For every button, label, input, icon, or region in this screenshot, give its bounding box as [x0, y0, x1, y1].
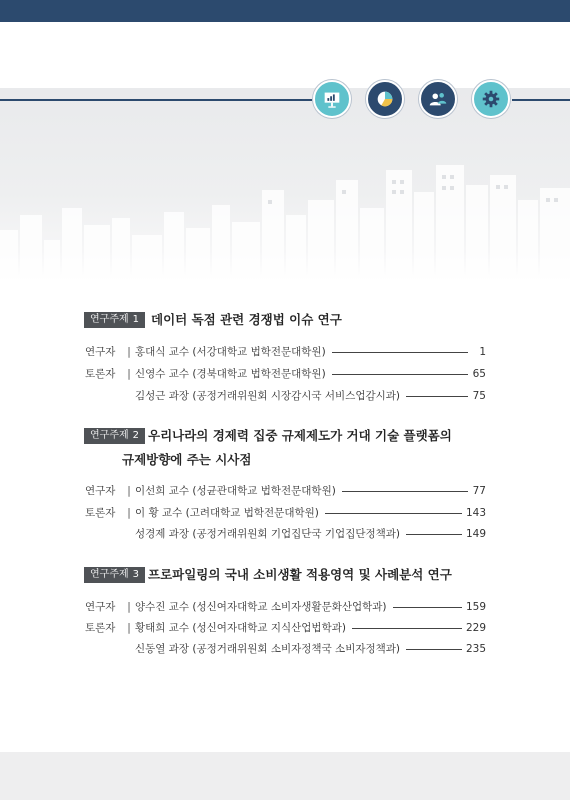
- page-number: 77: [472, 485, 486, 497]
- topic-title: 우리나라의 경제력 집중 규제제도가 거대 기술 플랫폼의: [148, 428, 452, 443]
- page-number: 1: [479, 346, 486, 358]
- page-number: 149: [465, 528, 486, 540]
- page-number: 65: [472, 368, 486, 380]
- topic-title-continued: 규제방향에 주는 시사점: [122, 452, 252, 467]
- toc-entry[interactable]: 김성근 과장 (공정거래위원회 시장감시국 서비스업감시과) 75: [135, 390, 486, 402]
- dot-leader: [342, 491, 468, 492]
- toc-entry[interactable]: 토론자 | 신영수 교수 (경북대학교 법학전문대학원) 65: [85, 368, 486, 380]
- dot-leader: [352, 628, 462, 629]
- dot-leader: [325, 513, 462, 514]
- toc-entry[interactable]: 토론자 | 황태희 교수 (성신여자대학교 지식산업법학과) 229: [85, 622, 486, 634]
- toc-entry[interactable]: 토론자 | 이 황 교수 (고려대학교 법학전문대학원) 143: [85, 507, 486, 519]
- topic-badge: 연구주제 2: [84, 428, 145, 444]
- topic-title: 데이터 독점 관련 경쟁법 이슈 연구: [151, 312, 342, 327]
- toc-entry[interactable]: 연구자 | 홍대식 교수 (서강대학교 법학전문대학원) 1: [85, 346, 486, 358]
- dot-leader: [393, 607, 462, 608]
- page-number: 235: [465, 643, 486, 655]
- dot-leader: [406, 649, 462, 650]
- page-number: 143: [465, 507, 486, 519]
- presentation-chart-icon: [313, 80, 351, 118]
- users-icon: [419, 80, 457, 118]
- topic-badge: 연구주제 3: [84, 567, 145, 583]
- toc-entry[interactable]: 신동열 과장 (공정거래위원회 소비자정책국 소비자정책과) 235: [135, 643, 486, 655]
- header-rule-right: [512, 99, 570, 101]
- page-number: 229: [465, 622, 486, 634]
- dot-leader: [406, 534, 462, 535]
- page-number: 159: [465, 601, 486, 613]
- top-banner: [0, 0, 570, 22]
- toc-entry[interactable]: 연구자 | 이선희 교수 (성균관대학교 법학전문대학원) 77: [85, 485, 486, 497]
- footer-band: [0, 752, 570, 800]
- gear-icon: [472, 80, 510, 118]
- dot-leader: [332, 352, 468, 353]
- skyline-illustration: [0, 130, 570, 280]
- pie-chart-icon: [366, 80, 404, 118]
- toc-entry[interactable]: 연구자 | 양수진 교수 (성신여자대학교 소비자생활문화산업학과) 159: [85, 601, 486, 613]
- dot-leader: [406, 396, 468, 397]
- dot-leader: [332, 374, 468, 375]
- topic-title: 프로파일링의 국내 소비생활 적용영역 및 사례분석 연구: [148, 567, 452, 582]
- toc-entry[interactable]: 성경제 과장 (공정거래위원회 기업집단국 기업집단정책과) 149: [135, 528, 486, 540]
- topic-badge: 연구주제 1: [84, 312, 145, 328]
- page-number: 75: [472, 390, 486, 402]
- header-rule-left: [0, 99, 312, 101]
